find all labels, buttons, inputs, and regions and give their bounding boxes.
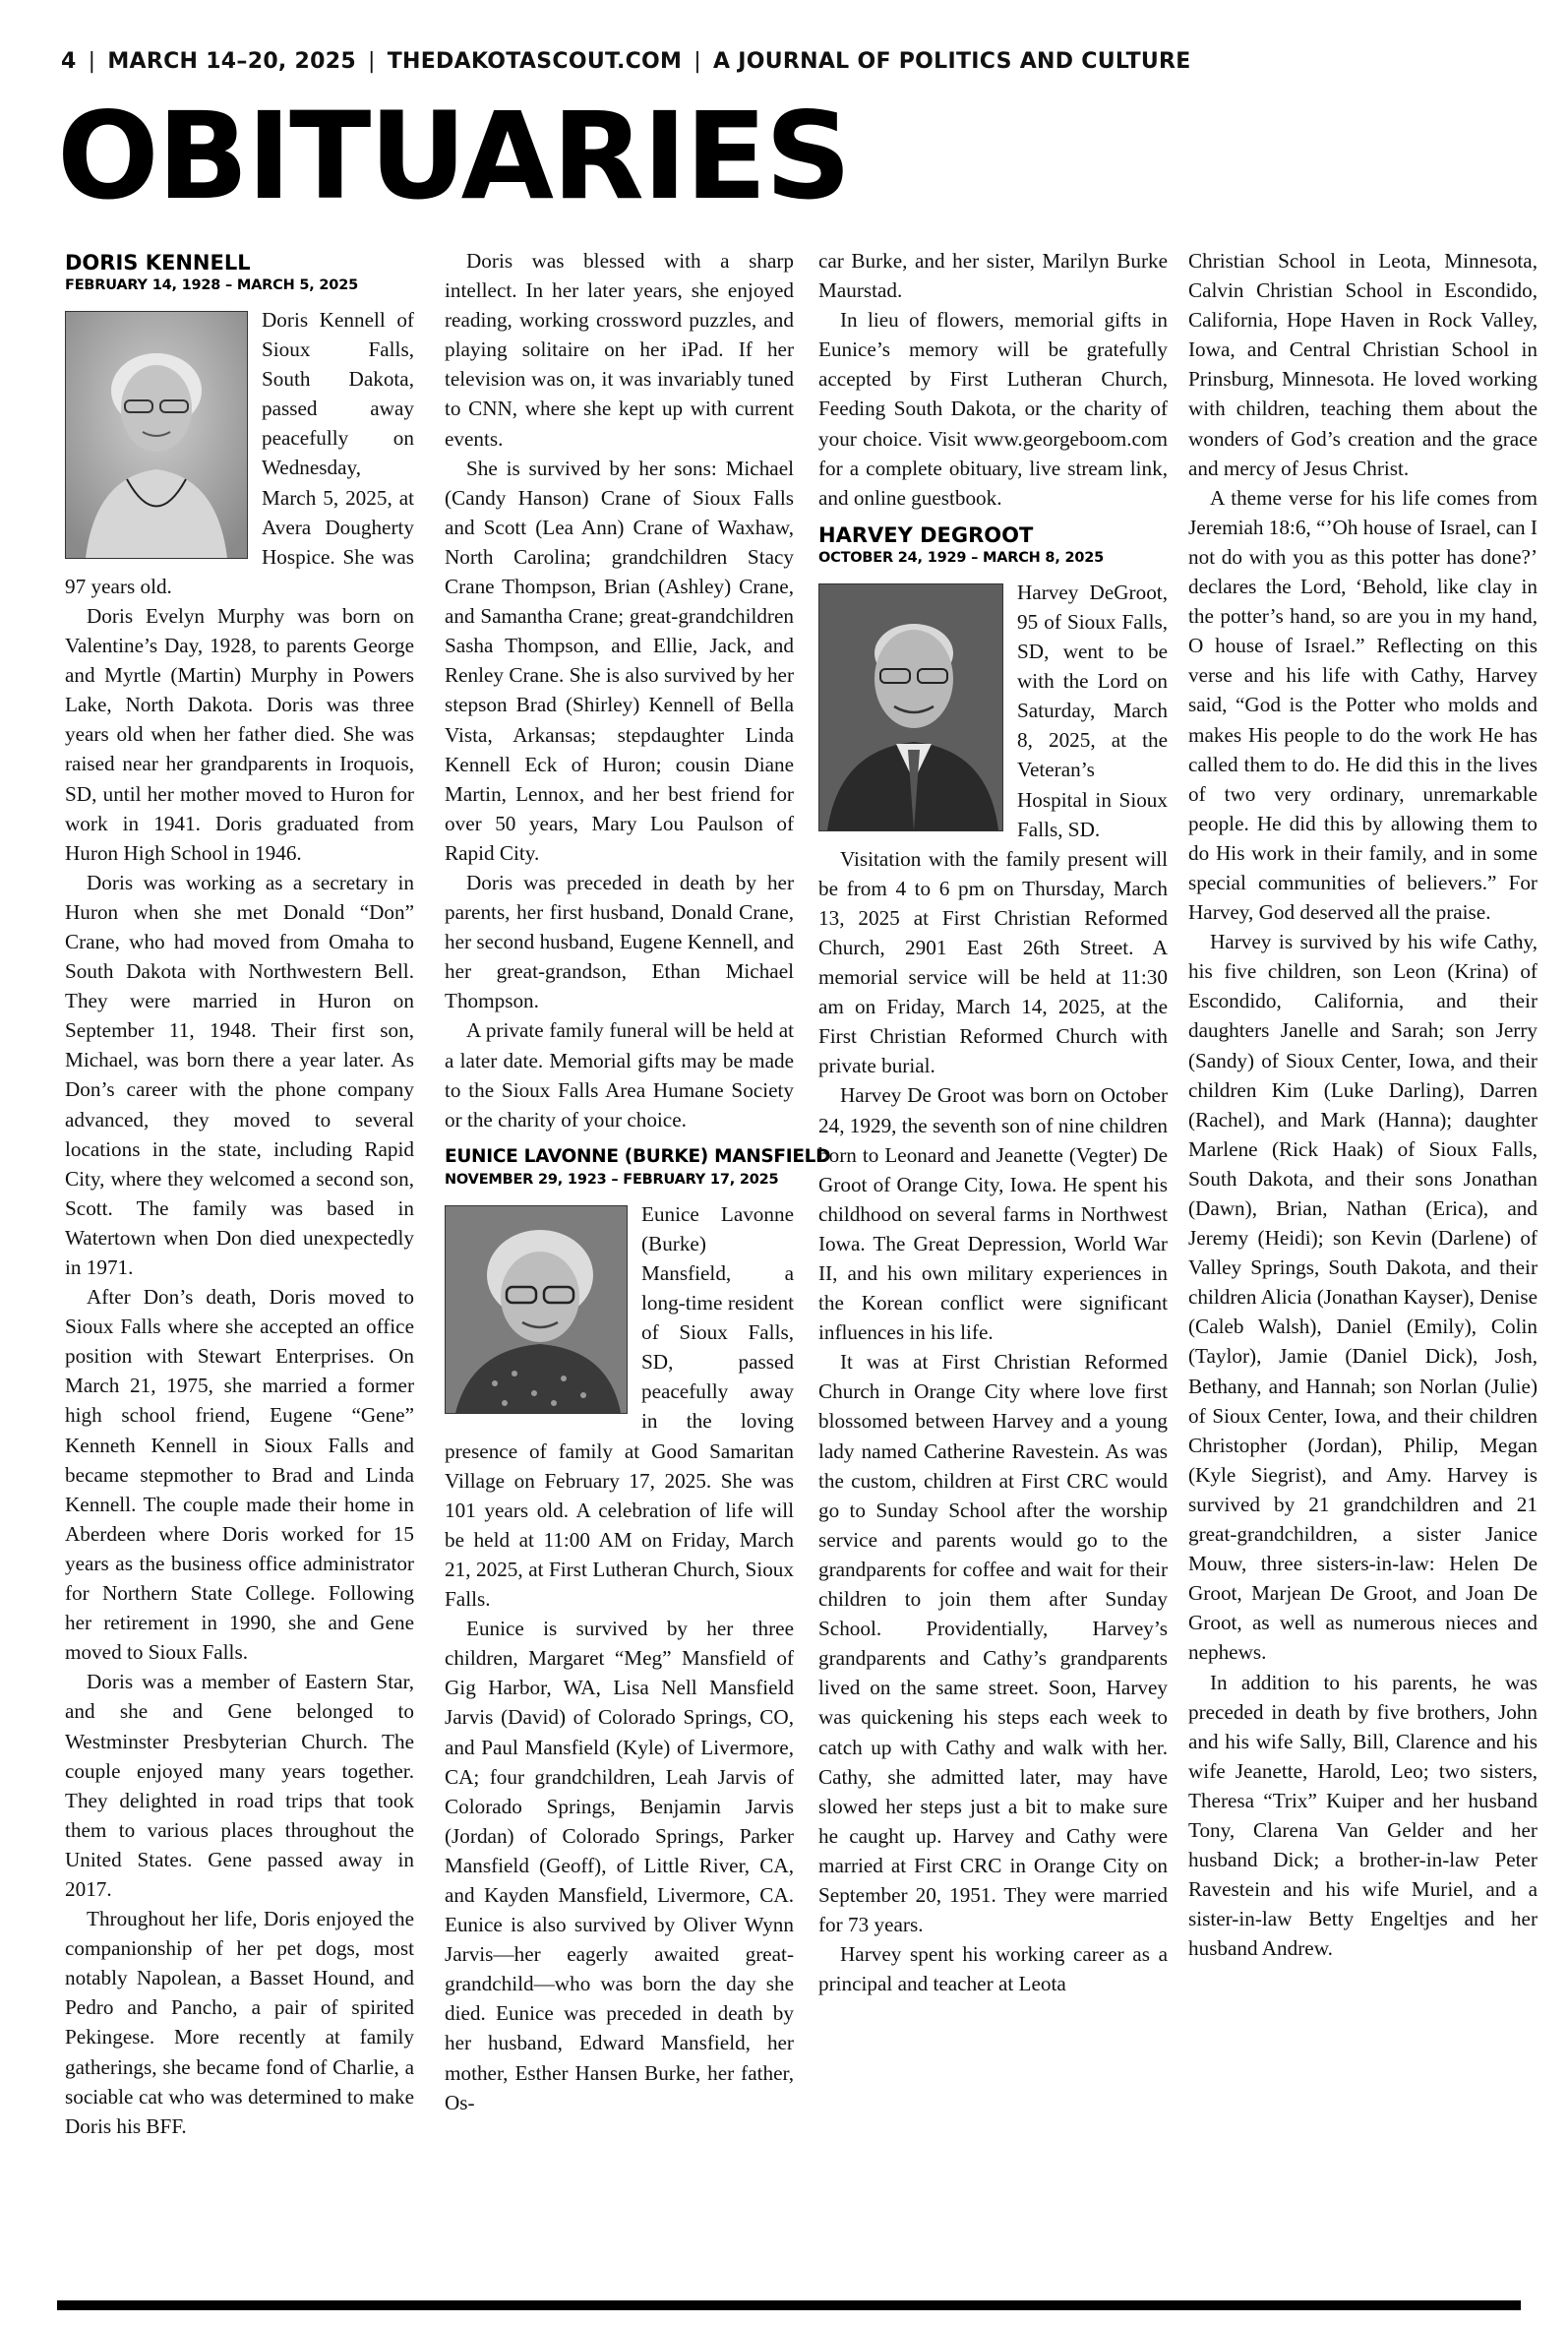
masthead-separator: | <box>694 49 701 74</box>
obituary-paragraph: A private family funeral will be held at a later date. Memorial gifts may be made to the Sioux Falls Area Humane Society or the charity of your choice. <box>445 1018 794 1132</box>
obituary-paragraph: A theme verse for his life comes from Jeremiah 18:6, “’Oh house of Israel, can I not do with you as this potter has done?’ declares the Lord, ‘Behold, like clay in the potter’s hand, so are you in my hand, O house of Israel.” Reflecting on this verse and his life with Cathy, Harvey said, “God is the Potter who molds and makes His people to do the work He has called them to do. He did this in the lives of two very ordinary, unremarkable people. He did this by allowing them to do His work in their family, and in some special communities of believers.” For Harvey, God deserved all the praise. <box>1188 485 1538 925</box>
obituary-paragraph: Doris Kennell of Sioux Falls, South Dakota, passed away peacefully on Wednesday, March 5, 2025, at Avera Dougherty Hospice. She was 97 years old. <box>65 308 414 598</box>
obituary-paragraph: Harvey spent his working career as a principal and teacher at Leota <box>818 1942 1168 1996</box>
harvey-portrait-photo <box>818 583 1003 831</box>
column-2 <box>445 246 831 2117</box>
obituary-paragraph: Harvey DeGroot, 95 of Sioux Falls, SD, went to be with the Lord on Saturday, March 8, 2025, at the Veteran’s Hospital in Sioux Falls, SD. <box>1017 580 1168 841</box>
obituary-paragraph: Doris was working as a secretary in Huron when she met Donald “Don” Crane, who had moved from Omaha to South Dakota with Northwestern Bell. They were married in Huron on September 11, 1948. Their first son, Michael, was born there a year later. As Don’s career with the phone company advanced, they moved to several locations in the state, including Rapid City, where they welcomed a second son, Scott. The family was based in Watertown when Don died unexpectedly in 1971. <box>65 870 414 1279</box>
section-title: OBITUARIES <box>57 87 850 226</box>
issue-date-range: MARCH 14–20, 2025 <box>107 49 356 74</box>
masthead-separator: | <box>88 49 96 74</box>
obituary-paragraph: After Don’s death, Doris moved to Sioux Falls where she accepted an office position with Stewart Enterprises. On March 21, 1975, she married a former high school friend, Eugene “Gene” Kenneth Kennell in Sioux Falls and became stepmother to Brad and Linda Kennell. The couple made their home in Aberdeen where Doris worked for 15 years as the business office administrator for Northern State College. Following her retirement in 1990, she and Gene moved to Sioux Falls. <box>65 1285 414 1665</box>
obituary-dates: FEBRUARY 14, 1928 – MARCH 5, 2025 <box>65 277 358 293</box>
obituary-dates: OCTOBER 24, 1929 – MARCH 8, 2025 <box>818 549 1105 566</box>
obituary-paragraph: Doris was blessed with a sharp intellect. In her later years, she enjoyed reading, working crossword puzzles, and playing solitaire on her iPad. If her television was on, it was invariably tuned to CNN, where she kept up with current events. <box>445 249 794 451</box>
obituary-name: HARVEY DEGROOT <box>818 522 1034 547</box>
masthead <box>61 49 1191 74</box>
obituary-paragraph: In lieu of flowers, memorial gifts in Eunice’s memory will be gratefully accepted by First Lutheran Church, Feeding South Dakota, or the charity of your choice. Visit www.georgeboom.com for a complete obituary, live stream link, and online guestbook. <box>818 308 1168 510</box>
obituary-paragraph: Throughout her life, Doris enjoyed the companionship of her pet dogs, most notably Napolean, a Basset Hound, and Pedro and Pancho, a pair of spirited Pekingese. More recently at family gatherings, she became fond of Charlie, a sociable cat who was determined to make Doris his BFF. <box>65 1907 414 2138</box>
obituary-paragraph: She is survived by her sons: Michael (Candy Hanson) Crane of Sioux Falls and Scott (Lea Ann) Crane of Waxhaw, North Carolina; grandchildren Stacy Crane Thompson, Brian (Ashley) Crane, and Samantha Crane; great-grandchildren Sasha Thompson, and Ellie, Jack, and Renley Crane. She is also survived by her stepson Brad (Shirley) Kennell of Bella Vista, Arkansas; stepdaughter Linda Kennell Eck of Huron; cousin Diane Martin, Lennox, and her best friend for over 50 years, Mary Lou Paulson of Rapid City. <box>445 456 794 865</box>
obituary-paragraph: Harvey is survived by his wife Cathy, his five children, son Leon (Krina) of Escondido, California, and their daughters Janelle and Sarah; son Jerry (Sandy) of Sioux Center, Iowa, and their children Kim (Luke Darling), Darren (Rachel), and Mark (Hanna); daughter Marlene (Rick Haak) of Sioux Falls, South Dakota, and their sons Jonathan (Dawn), Brian, Nathan (Erica), and Jeremy (Heidi); son Kevin (Darlene) of Valley Springs, South Dakota, and their children Alicia (Jonathan Kayser), Denise (Caleb Walsh), Daniel (Emily), Colin (Taylor), Jamie (Daniel Dick), Josh, Bethany, and Hannah; son Norlan (Julie) of Sioux Center, Iowa, and their children Christopher (Jordan), Philip, Megan (Kyle Siegrist), and Amy. Harvey is survived by 21 grandchildren and 21 great-grandchildren, a sister Janice Mouw, three sisters-in-law: Helen De Groot, Marjean De Groot, and Joan De Groot, as well as numerous nieces and nephews. <box>1188 930 1538 1665</box>
obituary-name: DORIS KENNELL <box>65 251 251 275</box>
obituary-paragraph: Doris was a member of Eastern Star, and she and Gene belonged to Westminster Presbyterian Church. The couple enjoyed many years together. They delighted in road trips that took them to various places throughout the United States. Gene passed away in 2017. <box>65 1670 414 1901</box>
eunice-portrait-photo <box>445 1205 628 1414</box>
column-3 <box>818 246 1168 1998</box>
column-1 <box>65 246 414 2141</box>
obituary-paragraph: It was at First Christian Reformed Church in Orange City where love first blossomed between Harvey and a young lady named Catherine Ravestein. As was the custom, children at First CRC would go to Sunday School after the worship service and parents would go to the grandparents for coffee and wait for their children to join them after Sunday School. Providentially, Harvey’s grandparents and Cathy’s grandparents lived on the same street. Soon, Harvey was quickening his steps each week to catch up with Cathy and walk with her. Cathy, she admitted later, may have slowed her steps just a bit to make sure he caught up. Harvey and Cathy were married at First CRC in Orange City on September 20, 1951. They were married for 73 years. <box>818 1350 1168 1937</box>
obituary-paragraph-continued: Christian School in Leota, Minnesota, Calvin Christian School in Escondido, California, Hope Haven in Rock Valley, Iowa, and Central Christian School in Prinsburg, Minnesota. He loved working with children, teaching them about the wonders of God’s creation and the grace and mercy of Jesus Christ. <box>1188 249 1538 480</box>
page-number: 4 <box>61 49 77 74</box>
obituary-paragraph-continued: car Burke, and her sister, Marilyn Burke Maurstad. <box>818 249 1168 303</box>
obituary-paragraph: In addition to his parents, he was preceded in death by five brothers, John and his wife Sally, Bill, Clarence and his wife Jeanette, Harold, Leo; two sisters, Theresa “Trix” Kuiper and her husband Tony, Clarena Van Gelder and her husband Dick; a brother-in-law Peter Ravestein and his wife Muriel, and a sister-in-law Betty Engeltjes and her husband Andrew. <box>1188 1670 1538 1961</box>
obituary-paragraph: Doris was preceded in death by her parents, her first husband, Donald Crane, her second husband, Eugene Kennell, and her great-grandson, Ethan Michael Thompson. <box>445 870 794 1013</box>
column-4 <box>1188 246 1538 1963</box>
masthead-separator: | <box>367 49 376 74</box>
obituary-paragraph: Harvey De Groot was born on October 24, 1929, the seventh son of nine children born to Leonard and Jeanette (Vegter) De Groot of Orange City, Iowa. He spent his childhood on several farms in Northwest Iowa. The Great Depression, World War II, and his own military experiences in the Korean conflict were significant influences in his life. <box>818 1083 1168 1345</box>
obituary-paragraph: Visitation with the family present will be from 4 to 6 pm on Thursday, March 13, 2025 at First Christian Reformed Church, 2901 East 26th Street. A memorial service will be held at 11:30 am on Friday, March 14, 2025, at the First Christian Reformed Church with private burial. <box>818 846 1168 1078</box>
obituary-paragraph: Eunice is survived by her three children, Margaret “Meg” Mansfield of Gig Harbor, WA, Lisa Nell Mansfield Jarvis (David) of Colorado Springs, CO, and Paul Mansfield (Kyle) of Livermore, CA; four grandchildren, Leah Jarvis of Colorado Springs, Benjamin Jarvis (Jordan) of Colorado Springs, Parker Mansfield (Geoff), of Little River, CA, and Kayden Mansfield, Livermore, CA. Eunice is also survived by Oliver Wynn Jarvis—her eagerly awaited great-grandchild—who was born the day she died. Eunice was preceded in death by her husband, Edward Mansfield, her mother, Esther Hansen Burke, her father, Os- <box>445 1617 794 2114</box>
tagline: A JOURNAL OF POLITICS AND CULTURE <box>712 49 1191 74</box>
obituary-dates: NOVEMBER 29, 1923 – FEBRUARY 17, 2025 <box>445 1171 779 1188</box>
obituary-name: EUNICE LAVONNE (BURKE) MANSFIELD <box>445 1145 831 1167</box>
obituary-paragraph: Eunice Lavonne (Burke) Mansfield, a long-time resident of Sioux Falls, SD, passed peacefully away in the loving presence of family at Good Samaritan Village on February 17, 2025. She was 101 years old. A celebration of life will be held at 11:00 AM on Friday, March 21, 2025, at First Lutheran Church, Sioux Falls. <box>445 1201 794 1612</box>
doris-portrait-photo <box>65 311 248 559</box>
site-name: THEDAKOTASCOUT.COM <box>387 49 683 74</box>
obituary-paragraph: Doris Evelyn Murphy was born on Valentine’s Day, 1928, to parents George and Myrtle (Martin) Murphy in Powers Lake, North Dakota. Doris was three years old when her father died. She was raised near her grandparents in Iroquois, SD, until her mother moved to Huron for work in 1941. Doris graduated from Huron High School in 1946. <box>65 603 414 865</box>
bottom-rule <box>57 2300 1521 2310</box>
